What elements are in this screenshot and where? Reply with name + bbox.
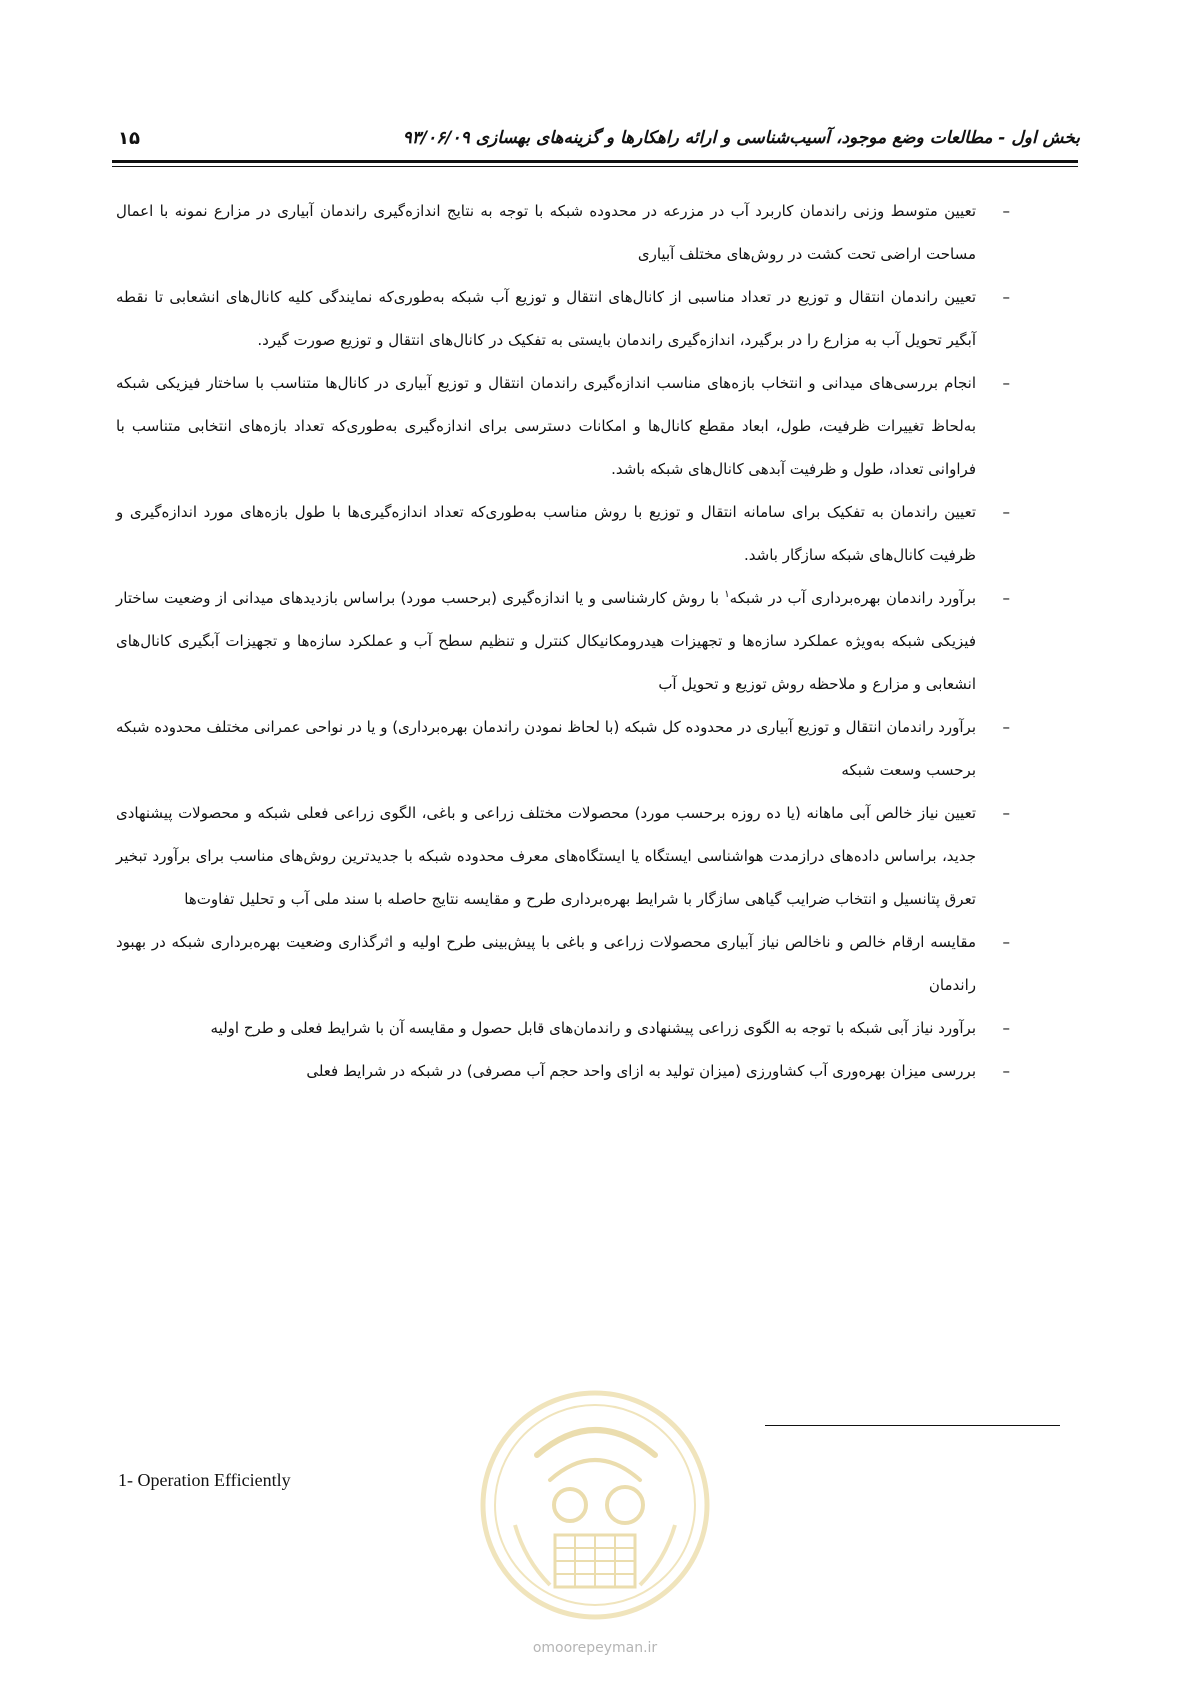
bullet-marker: –	[1002, 202, 1010, 220]
item-text: برآورد راندمان انتقال و توزیع آبیاری در محدوده کل شبکه (با لحاظ نمودن راندمان بهره‌برداری) و یا در نواحی عمرانی مختلف محدوده شبکه برحسب وسعت شبکه	[116, 718, 976, 779]
list-item	[116, 190, 1010, 276]
page-number: ۱۵	[118, 128, 140, 149]
header-rule-thin	[112, 166, 1078, 167]
item-text: بررسی میزان بهره‌وری آب کشاورزی (میزان تولید به ازای واحد حجم آب مصرفی) در شبکه در شرایط فعلی	[306, 1062, 976, 1080]
bullet-marker: –	[1002, 374, 1010, 392]
list-item	[116, 1050, 1010, 1093]
item-text-continued: با روش کارشناسی و یا اندازه‌گیری (برحسب مورد) براساس بازدیدهای میدانی از وضعیت ساختار فیزیکی شبکه به‌ویژه عملکرد سازه‌ها و تجهیزات هیدرومکانیکال کنترل و تنظیم سطح آب و عملکرد سازه‌ها و تجهیزات آبگیری کانال‌های انشعابی و مزارع و ملاحظه روش توزیع و تحویل آب	[116, 589, 976, 693]
bullet-marker: –	[1002, 1019, 1010, 1037]
watermark-url: omoorepeyman.ir	[532, 1640, 658, 1656]
list-item	[116, 491, 1010, 577]
footnote: 1- Operation Efficiently	[118, 1470, 291, 1490]
header-rule	[112, 160, 1078, 163]
item-text: برآورد نیاز آبی شبکه با توجه به الگوی زراعی پیشنهادی و راندمان‌های قابل حصول و مقایسه آن با شرایط فعلی و طرح اولیه	[210, 1019, 976, 1037]
list-item	[116, 276, 1010, 362]
bullet-marker: –	[1002, 1062, 1010, 1080]
watermark-seal-icon	[475, 1385, 715, 1625]
item-text: مقایسه ارقام خالص و ناخالص نیاز آبیاری محصولات زراعی و باغی با پیش‌بینی طرح اولیه و اثرگذاری وضعیت بهره‌برداری شبکه در بهبود راندمان	[116, 933, 976, 994]
bullet-list	[116, 190, 1010, 1093]
header-title: بخش اول - مطالعات وضع موجود، آسیب‌شناسی و ارائه راهکارها و گزینه‌های بهسازی ۹۳/۰۶/۰۹	[402, 128, 1080, 148]
list-item	[116, 577, 1010, 706]
item-text: برآورد راندمان بهره‌برداری آب در شبکه	[729, 589, 976, 607]
item-text: تعیین راندمان انتقال و توزیع در تعداد مناسبی از کانال‌های انتقال و توزیع آب شبکه به‌طوری‌که نمایندگی کلیه کانال‌های انشعابی تا نقطه آبگیر تحویل آب به مزارع را در برگیرد، اندازه‌گیری راندمان بایستی به تفکیک در کانال‌های انتقال و توزیع صورت گیرد.	[116, 288, 976, 349]
list-item	[116, 792, 1010, 921]
bullet-marker: –	[1002, 503, 1010, 521]
footnote-reference[interactable]: ۱	[724, 589, 730, 600]
footnote-divider	[765, 1425, 1060, 1426]
item-text: انجام بررسی‌های میدانی و انتخاب بازه‌های مناسب اندازه‌گیری راندمان انتقال و توزیع آبیاری در کانال‌ها متناسب با ساختار فیزیکی شبکه به‌لحاظ تغییرات ظرفیت، طول، ابعاد مقطع کانال‌ها و امکانات دسترسی برای اندازه‌گیری به‌طوری‌که تعداد بازه‌های انتخابی متناسب با فراوانی تعداد، طول و ظرفیت آبدهی کانال‌های شبکه باشد.	[116, 374, 976, 478]
item-text: تعیین راندمان به تفکیک برای سامانه انتقال و توزیع با روش مناسب به‌طوری‌که تعداد اندازه‌گیری‌ها با طول بازه‌های مورد اندازه‌گیری و ظرفیت کانال‌های شبکه سازگار باشد.	[116, 503, 976, 564]
bullet-marker: –	[1002, 589, 1010, 607]
list-item	[116, 362, 1010, 491]
item-text: تعیین متوسط وزنی راندمان کاربرد آب در مزرعه در محدوده شبکه با توجه به نتایج اندازه‌گیری راندمان آبیاری در مزارع نمونه با اعمال مساحت اراضی تحت کشت در روش‌های مختلف آبیاری	[116, 202, 976, 263]
content	[116, 190, 1010, 1093]
bullet-marker: –	[1002, 288, 1010, 306]
list-item	[116, 921, 1010, 1007]
item-text: تعیین نیاز خالص آبی ماهانه (یا ده روزه برحسب مورد) محصولات مختلف زراعی و باغی، الگوی زراعی فعلی شبکه و محصولات پیشنهادی جدید، براساس داده‌های درازمدت هواشناسی ایستگاه یا ایستگاه‌های معرف محدوده شبکه با جدیدترین روش‌های مناسب برای برآورد تبخیر تعرق پتانسیل و انتخاب ضرایب گیاهی سازگار با شرایط بهره‌برداری طرح و مقایسه نتایج حاصله با سند ملی آب و تحلیل تفاوت‌ها	[116, 804, 976, 908]
list-item	[116, 706, 1010, 792]
bullet-marker: –	[1002, 804, 1010, 822]
bullet-marker: –	[1002, 718, 1010, 736]
list-item	[116, 1007, 1010, 1050]
bullet-marker: –	[1002, 933, 1010, 951]
